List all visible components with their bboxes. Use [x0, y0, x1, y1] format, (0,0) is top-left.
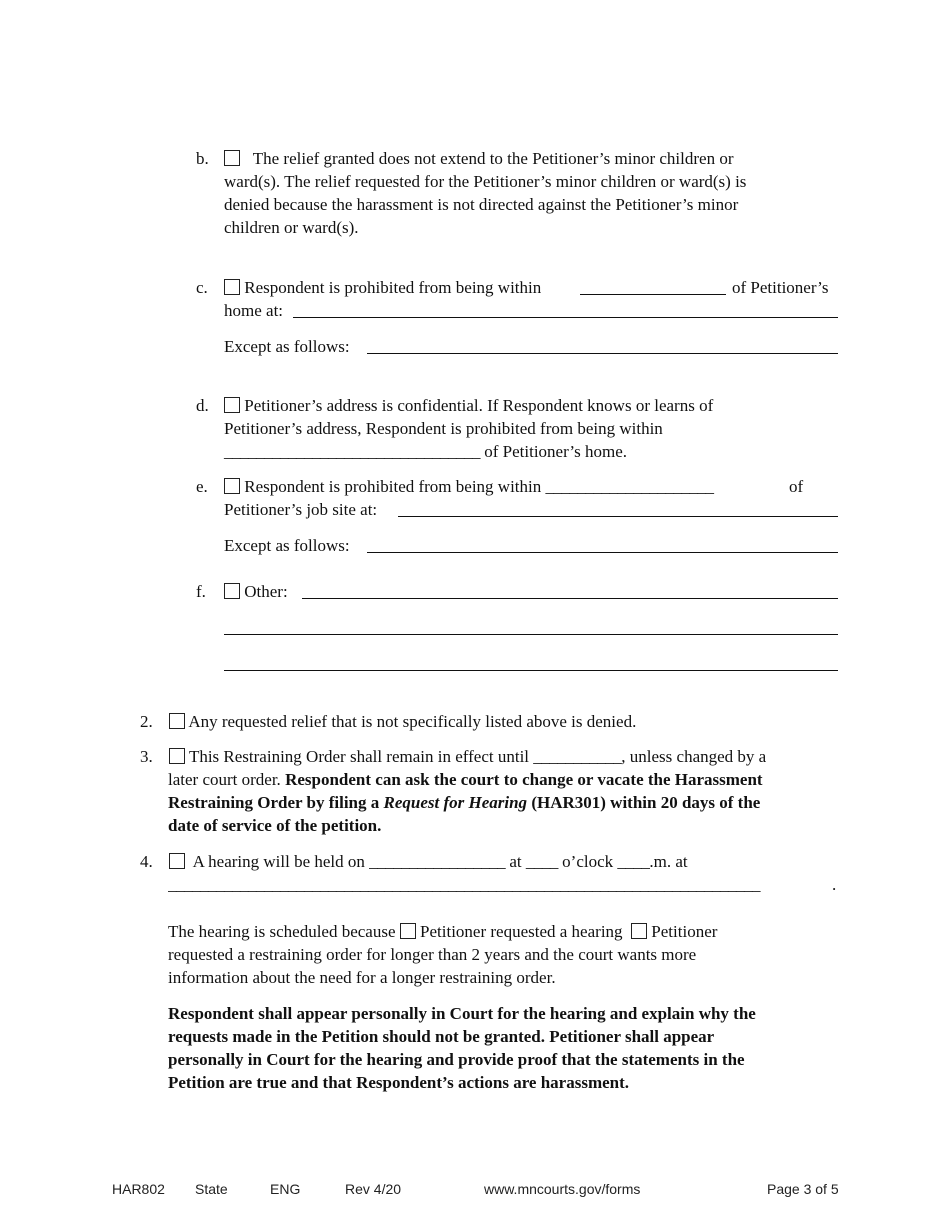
item-b-checkbox[interactable]	[224, 150, 240, 166]
item-4-hour-field[interactable]: ____	[525, 852, 558, 871]
item-3-line2	[168, 768, 763, 791]
item-4-bold-line2: requests made in the Petition should not be granted. Petitioner shall appear	[168, 1027, 715, 1046]
item-4-text-c: o’clock	[562, 852, 614, 871]
item-4-ampm-field[interactable]: ____	[617, 852, 650, 871]
item-3-text3a: Restraining Order by filing a	[168, 793, 380, 812]
item-f-other-label: Other:	[244, 582, 288, 601]
item-f-other-field-3[interactable]	[224, 670, 838, 671]
item-c-line1	[224, 276, 541, 299]
item-2-text: Any requested relief that is not specifically listed above is denied.	[188, 712, 637, 731]
item-3-form-title: Request for Hearing	[383, 793, 528, 812]
item-4-sched-line1	[168, 920, 717, 943]
item-e-text1: Respondent is prohibited from being within	[244, 477, 542, 496]
item-c-text1: Respondent is prohibited from being within	[244, 278, 542, 297]
item-4-opt2-checkbox[interactable]	[631, 923, 647, 939]
item-d-distance-field[interactable]: ________________________________	[224, 442, 480, 461]
item-4-date-field[interactable]: _________________	[369, 852, 506, 871]
item-d-line2: Petitioner’s address, Respondent is prohibited from being within	[224, 419, 663, 438]
footer-form-id: HAR802	[112, 1181, 165, 1197]
item-e-job-field[interactable]	[398, 516, 838, 517]
item-e-except-field[interactable]	[367, 552, 838, 553]
item-4-opt1-checkbox[interactable]	[400, 923, 416, 939]
item-d-text1: Petitioner’s address is confidential. If Respondent knows or learns of	[244, 396, 714, 415]
item-e-distance-field[interactable]: _____________________	[545, 477, 714, 496]
item-f-letter: f.	[196, 582, 206, 601]
item-3-text1b: , unless changed by a	[621, 747, 767, 766]
item-e-except-label: Except as follows:	[224, 536, 350, 555]
item-4-checkbox[interactable]	[169, 853, 185, 869]
item-f-other-field-2[interactable]	[224, 634, 838, 635]
item-d-text3: of Petitioner’s home.	[484, 442, 627, 461]
item-3-line1	[169, 745, 766, 768]
item-d-letter: d.	[196, 396, 209, 415]
item-f-line1	[224, 580, 288, 603]
item-3-line3	[168, 791, 760, 814]
item-4-text-a: A hearing will be held on	[192, 852, 365, 871]
item-b-line3: denied because the harassment is not directed against the Petitioner’s minor	[224, 195, 739, 214]
item-4-location-field[interactable]	[168, 873, 828, 896]
item-2-line	[169, 710, 636, 733]
item-4-period: .	[832, 875, 837, 894]
footer-page-number: Page 3 of 5	[767, 1181, 839, 1197]
item-3-number: 3.	[140, 747, 153, 766]
item-c-except-label: Except as follows:	[224, 337, 350, 356]
item-4-opt2-label: Petitioner	[651, 922, 718, 941]
item-3-line4: date of service of the petition.	[168, 816, 382, 835]
item-4-bold-line4: Petition are true and that Respondent’s actions are harassment.	[168, 1073, 630, 1092]
item-3-text2-plain: later court order.	[168, 770, 281, 789]
item-4-sched-line3: information about the need for a longer restraining order.	[168, 968, 556, 987]
item-3-text2-bold: Respondent can ask the court to change or vacate the Harassment	[285, 770, 763, 789]
footer-language: ENG	[270, 1181, 301, 1197]
item-4-bold-line1: Respondent shall appear personally in Court for the hearing and explain why the	[168, 1004, 756, 1023]
item-f-checkbox[interactable]	[224, 583, 240, 599]
item-4-text-d: .m. at	[649, 852, 688, 871]
item-4-line1	[169, 850, 688, 873]
footer-revision: Rev 4/20	[345, 1181, 402, 1197]
item-e-checkbox[interactable]	[224, 478, 240, 494]
item-b-text1: The relief granted does not extend to the Petitioner’s minor children or	[252, 149, 734, 168]
item-2-number: 2.	[140, 712, 153, 731]
item-4-sched-line2: requested a restraining order for longer than 2 years and the court wants more	[168, 945, 697, 964]
item-b-letter: b.	[196, 149, 209, 168]
item-4-bold-line3: personally in Court for the hearing and provide proof that the statements in the	[168, 1050, 745, 1069]
item-b-line2: ward(s). The relief requested for the Petitioner’s minor children or ward(s) is	[224, 172, 747, 191]
item-4-number: 4.	[140, 852, 153, 871]
item-c-except-field[interactable]	[367, 353, 838, 354]
footer-url[interactable]: www.mncourts.gov/forms	[484, 1181, 641, 1197]
item-c-letter: c.	[196, 278, 208, 297]
item-e-line1	[224, 475, 714, 498]
item-4-opt1-label: Petitioner requested a hearing	[420, 922, 623, 941]
item-e-letter: e.	[196, 477, 208, 496]
item-c-home-label: home at:	[224, 301, 284, 320]
item-e-job-label: Petitioner’s job site at:	[224, 500, 378, 519]
item-d-line3	[224, 440, 627, 463]
item-e-text2: of	[789, 477, 804, 496]
item-2-checkbox[interactable]	[169, 713, 185, 729]
item-b-line4: children or ward(s).	[224, 218, 359, 237]
item-c-home-field[interactable]	[293, 317, 838, 318]
item-f-other-field[interactable]	[302, 598, 838, 599]
item-3-text1: This Restraining Order shall remain in effect until	[188, 747, 530, 766]
item-d-checkbox[interactable]	[224, 397, 240, 413]
item-4-location-blank: __________________________________________________________________________	[168, 875, 760, 894]
item-c-checkbox[interactable]	[224, 279, 240, 295]
item-3-checkbox[interactable]	[169, 748, 185, 764]
item-3-text3b: (HAR301) within 20 days of the	[531, 793, 761, 812]
item-b-line1	[224, 147, 734, 170]
item-c-distance-field[interactable]	[580, 294, 726, 295]
item-3-date-field[interactable]: ___________	[533, 747, 622, 766]
item-4-text-b: at	[509, 852, 522, 871]
item-d-line1	[224, 394, 713, 417]
footer-state: State	[195, 1181, 228, 1197]
item-c-text2: of Petitioner’s	[732, 278, 829, 297]
item-4-sched-text: The hearing is scheduled because	[168, 922, 396, 941]
